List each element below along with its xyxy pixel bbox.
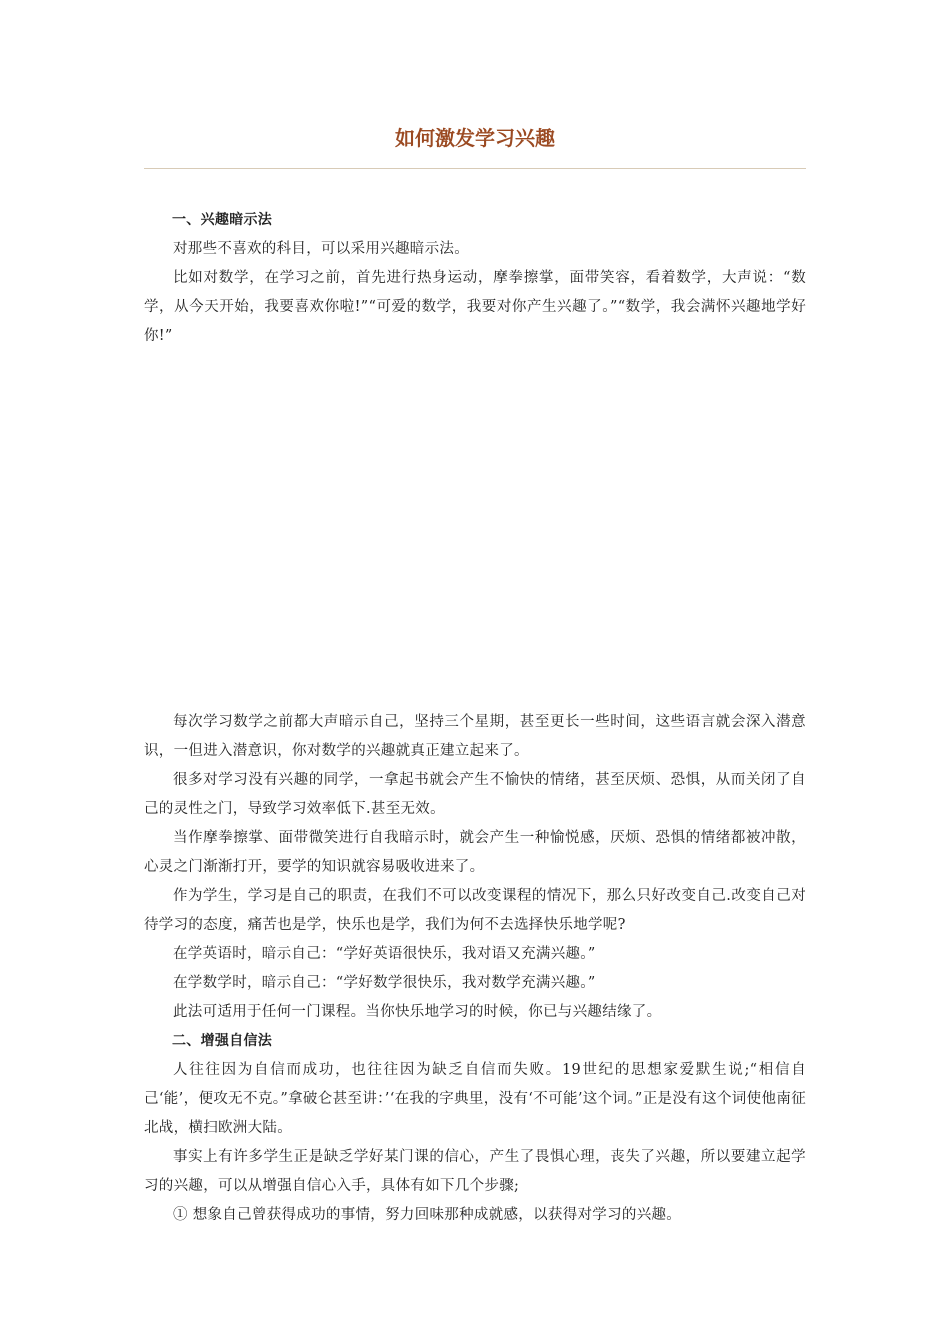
paragraph: 在学英语时，暗示自己：“学好英语很快乐，我对语又充满兴趣。” — [173, 946, 596, 962]
paragraph: 比如对数学，在学习之前，首先进行热身运动，摩拳擦掌，面带笑容，看着数学，大声说：“数学，从今天开始，我要喜欢你啦!”“可爱的数学，我要对你产生兴趣了。”“数学，我会满怀兴趣地学好你!” — [144, 270, 806, 344]
paragraph: 很多对学习没有兴趣的同学，一拿起书就会产生不愉快的情绪，甚至厌烦、恐惧，从而关闭了自己的灵性之门，导致学习效率低下.甚至无效。 — [144, 772, 806, 817]
page-title: 如何激发学习兴趣 — [395, 126, 555, 150]
section-heading: 一、兴趣暗示法 — [172, 212, 273, 228]
paragraph: 当作摩拳擦掌、面带微笑进行自我暗示时，就会产生一种愉悦感，厌烦、恐惧的情绪都被冲散，心灵之门渐渐打开，要学的知识就容易吸收进来了。 — [144, 830, 806, 875]
paragraph: 对那些不喜欢的科目，可以采用兴趣暗示法。 — [173, 241, 469, 257]
paragraph: 在学数学时，暗示自己：“学好数学很快乐，我对数学充满兴趣。” — [173, 975, 596, 991]
paragraph: 事实上有许多学生正是缺乏学好某门课的信心，产生了畏惧心理，丧失了兴趣，所以要建立起学习的兴趣，可以从增强自信心入手，具体有如下几个步骤; — [144, 1149, 806, 1194]
section-one-top — [144, 206, 806, 351]
paragraph: 此法可适用于任何一门课程。当你快乐地学习的时候，你已与兴趣结缘了。 — [173, 1004, 662, 1020]
title-divider — [144, 168, 806, 169]
section-one-continued — [144, 708, 806, 1230]
section-heading: 二、增强自信法 — [172, 1033, 273, 1049]
paragraph: 作为学生，学习是自己的职责，在我们不可以改变课程的情况下，那么只好改变自己.改变自己对待学习的态度，痛苦也是学，快乐也是学，我们为何不去选择快乐地学呢? — [144, 888, 806, 933]
list-item: ① 想象自己曾获得成功的事情，努力回味那种成就感，以获得对学习的兴趣。 — [173, 1207, 682, 1223]
paragraph: 人往往因为自信而成功，也往往因为缺乏自信而失败。19世纪的思想家爱默生说;“相信自己‘能’，便攻无不克。”拿破仑甚至讲：’‘在我的字典里，没有‘不可能’这个词。”正是没有这个词使他南征北战，横扫欧洲大陆。 — [144, 1062, 806, 1136]
paragraph: 每次学习数学之前都大声暗示自己，坚持三个星期，甚至更长一些时间，这些语言就会深入潜意识，一但进入潜意识，你对数学的兴趣就真正建立起来了。 — [144, 714, 806, 759]
